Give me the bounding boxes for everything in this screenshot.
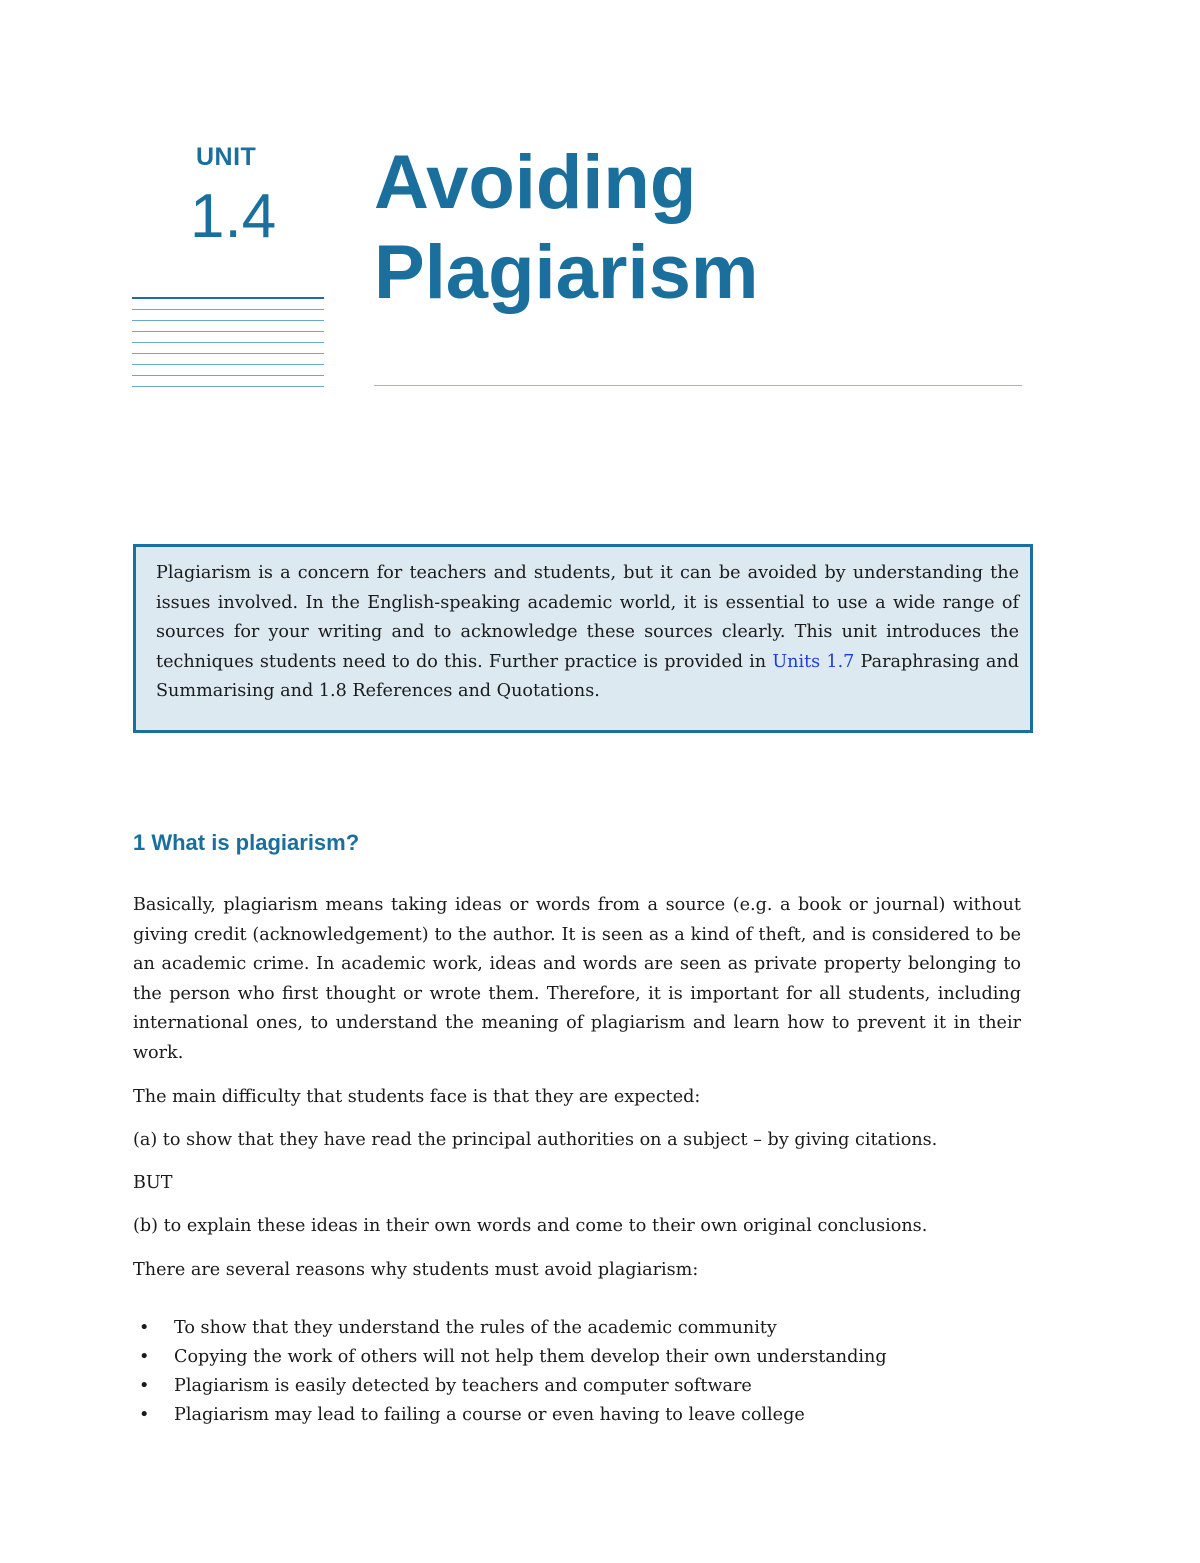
title-line-2: Plagiarism [374, 230, 759, 315]
list-item-text: Copying the work of others will not help them develop their own understanding [174, 1347, 887, 1367]
unit-number: 1.4 [190, 182, 277, 251]
page-title [374, 138, 758, 318]
units-link[interactable]: Units 1.7 [772, 651, 855, 672]
item-a: (a) to show that they have read the principal authorities on a subject – by giving citations. [133, 1130, 938, 1150]
but-text: BUT [133, 1173, 173, 1193]
reasons-list [133, 1314, 1021, 1430]
decorative-rule [132, 353, 324, 354]
title-line-1: Avoiding [374, 140, 697, 225]
unit-label: UNIT [196, 143, 257, 171]
decorative-rule [132, 309, 324, 310]
intro-text [156, 559, 1019, 707]
list-item [133, 1401, 1021, 1430]
item-b: (b) to explain these ideas in their own words and come to their own original conclusions. [133, 1216, 928, 1236]
list-item [133, 1343, 1021, 1372]
list-item-text: Plagiarism is easily detected by teachers and computer software [174, 1376, 752, 1396]
list-item [133, 1314, 1021, 1343]
list-item-text: Plagiarism may lead to failing a course or even having to leave college [174, 1405, 805, 1425]
decorative-rule [132, 375, 324, 376]
list-item-text: To show that they understand the rules of the academic community [174, 1318, 777, 1338]
bullet-icon: • [139, 1405, 150, 1425]
intro-box [133, 544, 1033, 733]
decorative-rule [132, 331, 324, 332]
decorative-rule [132, 364, 324, 365]
paragraph-reasons: There are several reasons why students must avoid plagiarism: [133, 1260, 699, 1280]
list-item [133, 1372, 1021, 1401]
bullet-icon: • [139, 1318, 150, 1338]
paragraph-definition: Basically, plagiarism means taking ideas or words from a source (e.g. a book or journal) without giving credit (acknowledgement) to the author. It is seen as a kind of theft, and is considered to be an academic crime. In academic work, ideas and words are seen as private property belonging to the person who first thought or wrote them. Therefore, it is important for all students, including international ones, to understand the meaning of plagiarism and learn how to prevent it in their work. [133, 895, 1021, 1063]
title-divider [374, 385, 1022, 386]
paragraph-difficulty: The main difficulty that students face is that they are expected: [133, 1087, 701, 1107]
bullet-icon: • [139, 1376, 150, 1396]
intro-text-start: Plagiarism is a concern for teachers and students, but it can be avoided by understanding the issues involved. In the English-speaking academic world, it is essential to use a wide range of sources for your writing and to acknowledge these sources clearly. This unit introduces the techniques students need to do this. Further practice is provided in [156, 563, 1019, 672]
unit-decorative-lines [132, 297, 324, 397]
decorative-rule [132, 342, 324, 343]
section-heading: 1 What is plagiarism? [133, 830, 360, 855]
decorative-rule [132, 386, 324, 387]
intro-text-end: Paraphrasing and Summarising and 1.8 References and Quotations. [156, 651, 1019, 701]
decorative-rule [132, 297, 324, 299]
bullet-icon: • [139, 1347, 150, 1367]
decorative-rule [132, 320, 324, 321]
